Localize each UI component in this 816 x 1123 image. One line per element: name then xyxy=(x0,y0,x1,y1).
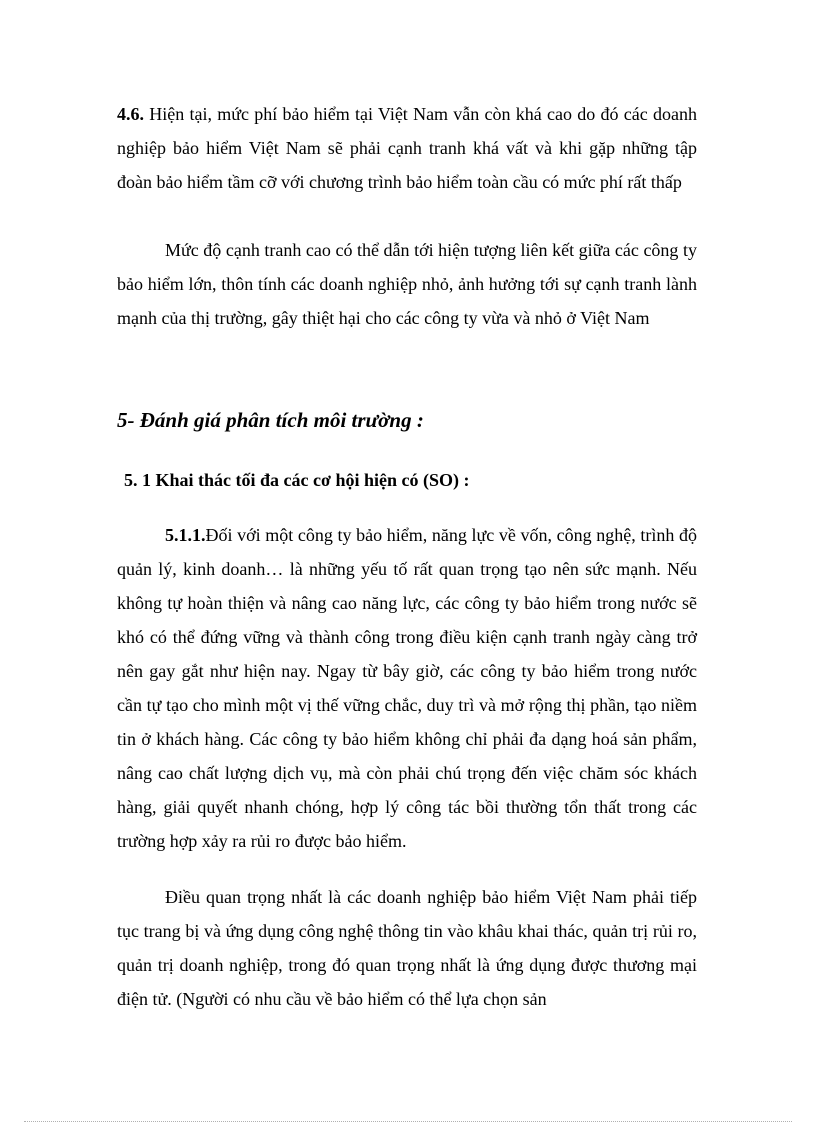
paragraph-technology: Điều quan trọng nhất là các doanh nghiệp bảo hiểm Việt Nam phải tiếp tục trang bị và ứng dụng công nghệ thông tin vào khâu khai thác, quản trị rủi ro, quản trị doanh nghiệp, trong đó quan trọng nhất là ứng dụng được thương mại điện tử. (Người có nhu cầu về bảo hiểm có thể lựa chọn sản xyxy=(117,887,697,1009)
subsection-heading: 5. 1 Khai thác tối đa các cơ hội hiện có (SO) : xyxy=(124,470,470,490)
section-heading: 5- Đánh giá phân tích môi trường : xyxy=(117,408,424,432)
page-bottom-divider xyxy=(24,1121,792,1122)
paragraph-4-6 xyxy=(117,97,697,199)
paragraph-text: Đối với một công ty bảo hiểm, năng lực về vốn, công nghệ, trình độ quản lý, kinh doanh… là những yếu tố rất quan trọng tạo nên sức mạnh. Nếu không tự hoàn thiện và nâng cao năng lực, các công ty bảo hiểm trong nước sẽ khó có thể đứng vững và thành công trong điều kiện cạnh tranh ngày càng trở nên gay gắt như hiện nay. Ngay từ bây giờ, các công ty bảo hiểm trong nước cần tự tạo cho mình một vị thế vững chắc, duy trì và mở rộng thị phần, tạo niềm tin ở khách hàng. Các công ty bảo hiểm không chỉ phải đa dạng hoá sản phẩm, nâng cao chất lượng dịch vụ, mà còn phải chú trọng đến việc chăm sóc khách hàng, giải quyết nhanh chóng, hợp lý công tác bồi thường tổn thất trong các trường hợp xảy ra rủi ro được bảo hiểm. xyxy=(117,525,697,851)
paragraph-text: Hiện tại, mức phí bảo hiểm tại Việt Nam vẫn còn khá cao do đó các doanh nghiệp bảo hiểm Việt Nam sẽ phải cạnh tranh khá vất và khi gặp những tập đoàn bảo hiểm tầm cỡ với chương trình bảo hiểm toàn cầu có mức phí rất thấp xyxy=(117,104,697,192)
paragraph-number: 5.1.1. xyxy=(165,525,206,545)
paragraph-number: 4.6. xyxy=(117,104,144,124)
paragraph-competition: Mức độ cạnh tranh cao có thể dẫn tới hiện tượng liên kết giữa các công ty bảo hiểm lớn, thôn tính các doanh nghiệp nhỏ, ảnh hưởng tới sự cạnh tranh lành mạnh của thị trường, gây thiệt hại cho các công ty vừa và nhỏ ở Việt Nam xyxy=(117,240,697,328)
paragraph-5-1-1 xyxy=(117,518,697,858)
